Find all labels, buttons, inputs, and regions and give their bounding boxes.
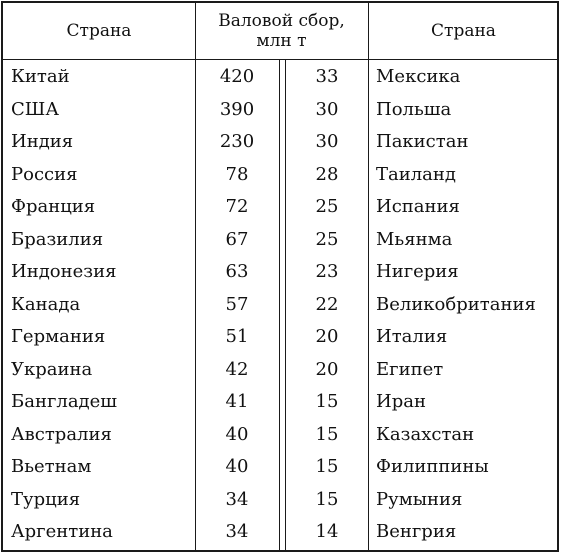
- left-country-cell: Китай: [11, 66, 70, 87]
- right-value-cell: 33: [315, 66, 339, 87]
- right-value-cell: 23: [315, 261, 339, 282]
- right-value-cell: 22: [315, 293, 339, 315]
- left-value-cell: 34: [225, 521, 249, 542]
- left-country-cell: Бангладеш: [11, 391, 118, 412]
- table-row: [3, 321, 557, 354]
- left-country-cell: Вьетнам: [11, 456, 92, 477]
- table-row: [3, 159, 557, 192]
- right-country-cell: Италия: [376, 326, 448, 347]
- header-value-line1: Валовой сбор,: [218, 11, 345, 31]
- left-value-cell: 390: [219, 98, 255, 120]
- header-country-left: [3, 3, 195, 59]
- left-value-cell: 41: [225, 391, 249, 412]
- left-country-cell: Турция: [11, 488, 81, 510]
- left-country-cell: Аргентина: [11, 521, 113, 542]
- left-value-cell: 67: [225, 228, 249, 250]
- right-country-cell: Иран: [376, 391, 426, 412]
- table-row: [3, 419, 557, 452]
- table-row: [3, 289, 557, 322]
- right-country-cell: Мексика: [376, 66, 461, 87]
- right-value-cell: 15: [315, 488, 339, 510]
- table-row: [3, 126, 557, 159]
- table-row: [3, 224, 557, 257]
- right-country-cell: Польша: [376, 98, 452, 120]
- right-value-cell: 15: [315, 391, 339, 412]
- production-table: [1, 1, 559, 552]
- left-country-cell: Индонезия: [11, 261, 117, 282]
- left-country-cell: Украина: [11, 358, 93, 380]
- left-value-cell: 51: [225, 326, 249, 347]
- table-row: [3, 386, 557, 419]
- right-country-cell: Венгрия: [376, 521, 457, 542]
- right-country-cell: Казахстан: [376, 423, 475, 445]
- left-value-cell: 72: [225, 196, 249, 217]
- right-country-cell: Филиппины: [376, 456, 489, 477]
- table-row: [3, 354, 557, 387]
- left-value-cell: 230: [219, 131, 255, 152]
- table-row: [3, 484, 557, 517]
- left-value-cell: 34: [225, 488, 249, 510]
- left-value-cell: 78: [225, 163, 249, 185]
- right-value-cell: 20: [315, 326, 339, 347]
- right-value-cell: 20: [315, 358, 339, 380]
- left-value-cell: 63: [225, 261, 249, 282]
- right-value-cell: 14: [315, 521, 339, 542]
- table-row: [3, 94, 557, 127]
- left-country-cell: США: [11, 98, 59, 120]
- left-country-cell: Россия: [11, 163, 78, 185]
- right-value-cell: 25: [315, 228, 339, 250]
- right-value-cell: 30: [315, 131, 339, 152]
- right-value-cell: 15: [315, 423, 339, 445]
- left-country-cell: Германия: [11, 326, 106, 347]
- left-country-cell: Канада: [11, 293, 81, 315]
- header-value: [195, 3, 368, 59]
- header-country-right-label: Страна: [431, 21, 496, 41]
- table-row: [3, 61, 557, 94]
- right-country-cell: Египет: [376, 358, 444, 380]
- right-value-cell: 15: [315, 456, 339, 477]
- table-row: [3, 256, 557, 289]
- right-country-cell: Таиланд: [376, 163, 456, 185]
- right-country-cell: Великобритания: [376, 293, 536, 315]
- left-value-cell: 57: [225, 293, 249, 315]
- left-country-cell: Франция: [11, 196, 96, 217]
- table-row: [3, 191, 557, 224]
- left-value-cell: 420: [219, 66, 255, 87]
- right-country-cell: Нигерия: [376, 261, 459, 282]
- header-country-left-label: Страна: [66, 21, 132, 41]
- right-value-cell: 28: [315, 163, 339, 185]
- header-value-line2: млн т: [256, 31, 307, 51]
- left-country-cell: Австралия: [11, 423, 112, 445]
- right-country-cell: Пакистан: [376, 131, 469, 152]
- left-value-cell: 40: [225, 456, 249, 477]
- left-value-cell: 40: [225, 423, 249, 445]
- right-country-cell: Испания: [376, 196, 460, 217]
- right-country-cell: Мьянма: [376, 228, 453, 250]
- left-country-cell: Бразилия: [11, 228, 104, 250]
- left-value-cell: 42: [225, 358, 249, 380]
- table-row: [3, 451, 557, 484]
- header-divider: [3, 59, 557, 60]
- left-country-cell: Индия: [11, 131, 74, 152]
- right-value-cell: 30: [315, 98, 339, 120]
- right-value-cell: 25: [315, 196, 339, 217]
- table-row: [3, 516, 557, 549]
- right-country-cell: Румыния: [376, 488, 463, 510]
- header-country-right: [368, 3, 559, 59]
